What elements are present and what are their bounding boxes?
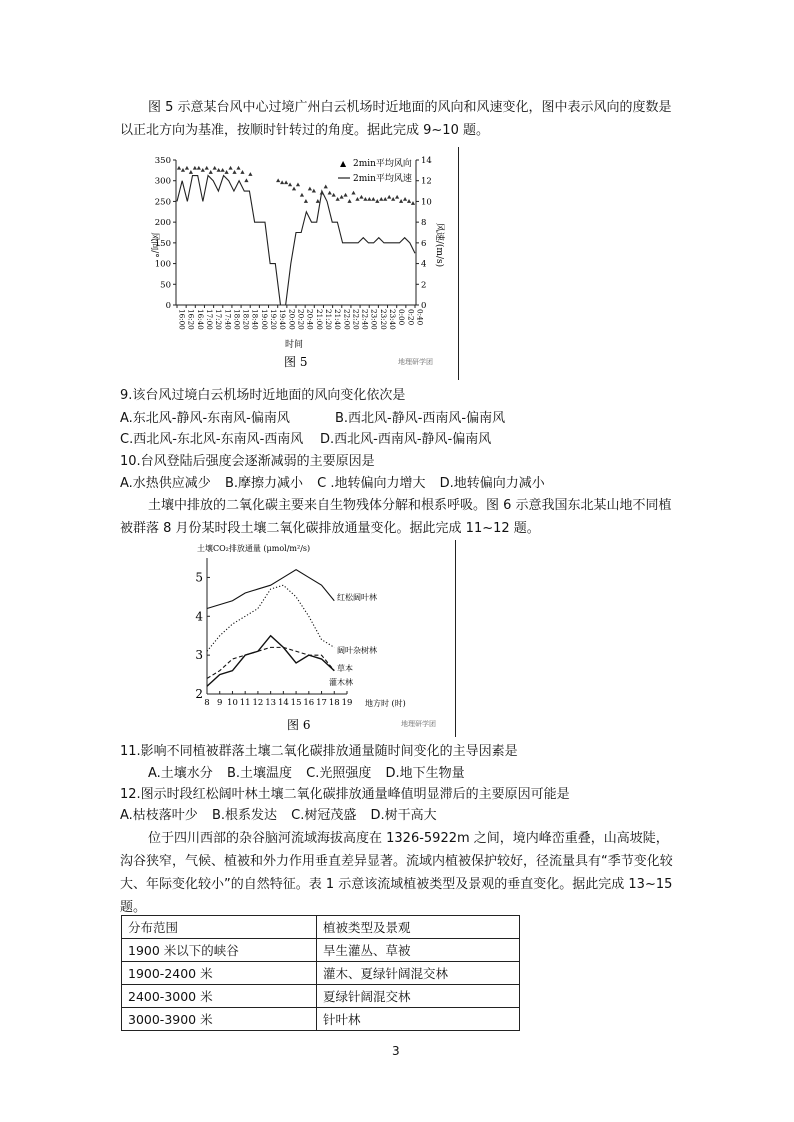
tick-label: 19:40: [278, 309, 288, 330]
data-point-wind-direction: [411, 201, 415, 205]
q12-option-c[interactable]: C.树冠茂盛: [291, 808, 357, 823]
tick-label: 350: [154, 156, 171, 166]
data-point-wind-direction: [224, 170, 228, 174]
tick-label: 23:00: [369, 309, 379, 330]
q11-option-d[interactable]: D.地下生物量: [385, 766, 465, 781]
data-point-wind-direction: [312, 189, 316, 193]
data-point-wind-direction: [324, 185, 328, 189]
tick-label: 0:00: [397, 309, 407, 326]
q10-option-a[interactable]: A.水热供应减少: [120, 476, 211, 491]
table-header-cell: 分布范围: [122, 916, 317, 939]
data-point-wind-direction: [351, 191, 355, 195]
question-9-options-row-1: [120, 409, 515, 429]
q9-option-c[interactable]: C.西北风-东北风-东南风-西南风: [120, 432, 304, 447]
intro-paragraph-3: 位于四川西部的杂谷脑河流域海拔高度在 1326-5922m 之间，境内峰峦重叠，山高坡陡，沟谷狭窄，气候、植被和外力作用垂直差异显著。流域内植被保护较好，径流量具有“季节变化较大、年际变化较小”的自然特征。表 1 示意该流域植被类型及景观的垂直变化。据此完成 13~15 题。: [120, 831, 673, 915]
q10-option-d[interactable]: D.地转偏向力减小: [439, 476, 545, 491]
data-point-wind-direction: [240, 170, 244, 174]
tick-label: 0:20: [406, 309, 416, 326]
tick-label: 19:00: [259, 309, 269, 330]
tick-label: 16:20: [186, 309, 196, 330]
q12-option-a[interactable]: A.枯枝落叶少: [120, 808, 198, 823]
data-point-wind-direction: [316, 199, 320, 203]
data-point-wind-direction: [193, 166, 197, 170]
tick-label: 150: [154, 238, 171, 249]
data-point-wind-direction: [276, 178, 280, 182]
tick-label: 18: [328, 698, 340, 708]
data-point-wind-direction: [383, 197, 387, 201]
data-point-wind-direction: [213, 166, 217, 170]
data-point-wind-direction: [407, 199, 411, 203]
question-10-stem: 10.台风登陆后强度会逐渐减弱的主要原因是: [120, 454, 375, 469]
tick-label: 23:40: [388, 309, 398, 330]
tick-label: 16: [303, 698, 315, 708]
tick-label: 17:40: [223, 309, 233, 330]
tick-label: 20:40: [305, 309, 315, 330]
question-9-options-row-2: [120, 430, 501, 450]
table-cell: 1900-2400 米: [122, 962, 317, 985]
figure-5-xlabel: 时间: [284, 340, 304, 350]
q9-option-d[interactable]: D.西北风-西南风-静风-偏南风: [320, 432, 492, 447]
data-point-wind-direction: [228, 166, 232, 170]
tick-label: 18:20: [241, 309, 251, 330]
data-point-wind-direction: [371, 197, 375, 201]
data-point-wind-direction: [217, 168, 221, 172]
tick-label: 19:20: [269, 309, 279, 330]
data-point-wind-direction: [232, 170, 236, 174]
tick-label: 50: [160, 280, 171, 291]
tick-label: 12: [252, 698, 264, 708]
tick-label: 18:00: [232, 309, 242, 330]
tick-label: 0: [165, 301, 171, 311]
data-point-wind-direction: [391, 197, 395, 201]
data-point-wind-direction: [387, 195, 391, 199]
data-point-wind-direction: [355, 197, 359, 201]
series-line-4: [207, 636, 334, 687]
table-cell: 3000-3900 米: [122, 1008, 317, 1031]
data-point-wind-direction: [340, 195, 344, 199]
table-row: [122, 939, 520, 962]
figure-6-label-kuoye: 阔叶杂树林: [337, 646, 377, 655]
figure-5-chart: [140, 150, 460, 380]
tick-label: 17:00: [204, 309, 214, 330]
table-row: [122, 1008, 520, 1031]
data-point-wind-direction: [221, 168, 225, 172]
q11-option-a[interactable]: A.土壤水分: [148, 766, 213, 781]
data-point-wind-direction: [189, 170, 193, 174]
table-header-row: [122, 916, 520, 939]
table-1: [121, 915, 520, 1031]
question-9-stem: 9.该台风过境白云机场时近地面的风向变化依次是: [120, 388, 406, 403]
figure-5-caption: 图 5: [284, 355, 308, 369]
series-line-3: [207, 647, 334, 678]
tick-label: 22:00: [342, 309, 352, 330]
tick-label: 19: [341, 698, 353, 708]
data-point-wind-direction: [205, 166, 209, 170]
data-point-wind-direction: [296, 182, 300, 186]
table-row: [122, 962, 520, 985]
question-12-stem: 12.图示时段红松阔叶林土壤二氧化碳排放通量峰值明显滞后的主要原因可能是: [120, 787, 570, 802]
figure-6-series: [207, 570, 334, 687]
data-point-wind-direction: [395, 195, 399, 199]
data-point-wind-direction: [379, 197, 383, 201]
tick-label: 17:20: [214, 309, 224, 330]
data-point-wind-direction: [197, 166, 201, 170]
figure-6-label-hongsong: 红松阔叶林: [337, 593, 377, 602]
question-10-options: [120, 474, 555, 494]
legend-entry-speed: 2min平均风速: [353, 174, 412, 184]
tick-label: 21:00: [314, 309, 324, 330]
data-point-wind-direction: [248, 172, 252, 176]
data-point-wind-direction: [304, 199, 308, 203]
tick-label: 9: [217, 698, 223, 708]
question-11-options: [148, 764, 475, 784]
tick-label: 200: [154, 218, 171, 229]
figure-6-watermark: 地理研学团: [401, 720, 436, 728]
series-line-wind-speed: [177, 176, 415, 305]
data-point-wind-direction: [347, 199, 351, 203]
tick-label: 18:40: [250, 309, 260, 330]
table-cell: 夏绿针阔混交林: [317, 985, 520, 1008]
figure-6-caption: 图 6: [287, 718, 311, 732]
q11-option-c[interactable]: C.光照强度: [306, 766, 372, 781]
tick-label: 3: [195, 648, 203, 663]
page-number: 3: [392, 1044, 400, 1058]
data-point-wind-direction: [359, 195, 363, 199]
figure-5-ylabel-right: 风速/(m/s): [434, 222, 444, 268]
tick-label: 16:00: [177, 309, 187, 330]
tick-label: 20:20: [296, 309, 306, 330]
data-point-wind-direction: [236, 166, 240, 170]
tick-label: 11: [239, 698, 251, 708]
data-point-wind-direction: [209, 170, 213, 174]
tick-label: 14: [421, 156, 432, 166]
legend-entry-direction: 2min平均风向: [353, 159, 412, 169]
q9-option-b[interactable]: B.西北风-静风-西南风-偏南风: [335, 411, 506, 426]
q10-option-b[interactable]: B.摩擦力减小: [224, 476, 304, 491]
data-point-wind-direction: [367, 197, 371, 201]
tick-label: 2: [421, 280, 427, 291]
tick-label: 22:20: [351, 309, 361, 330]
figure-5-legend: [338, 157, 412, 184]
tick-label: 0:40: [415, 309, 425, 326]
tick-label: 2: [195, 687, 203, 701]
tick-label: 12: [421, 176, 432, 187]
tick-label: 6: [421, 238, 427, 249]
tick-label: 17: [316, 698, 327, 708]
tick-label: 15: [290, 698, 302, 708]
tick-label: 8: [421, 218, 427, 229]
tick-label: 8: [204, 698, 210, 708]
tick-label: 16:40: [195, 309, 205, 330]
data-point-wind-direction: [328, 191, 332, 195]
table-cell: 2400-3000 米: [122, 985, 317, 1008]
data-point-wind-direction: [403, 197, 407, 201]
figure-6-ylabel: 土壤CO₂排放通量 (μmol/m²/s): [197, 544, 311, 553]
tick-label: 13: [265, 698, 277, 708]
data-point-wind-direction: [332, 193, 336, 197]
data-point-wind-direction: [177, 166, 181, 170]
data-point-wind-direction: [280, 180, 284, 184]
q12-option-d[interactable]: D.树干高大: [370, 808, 437, 823]
tick-label: 300: [154, 176, 171, 187]
question-11-stem: 11.影响不同植被群落土壤二氧化碳排放通量随时间变化的主导因素是: [120, 744, 518, 759]
tick-label: 100: [154, 259, 171, 270]
q10-option-c[interactable]: C .地转偏向力增大: [317, 476, 426, 491]
table-cell: 1900 米以下的峡谷: [122, 939, 317, 962]
q9-option-a[interactable]: A.东北风-静风-东南风-偏南风: [120, 411, 290, 426]
data-point-wind-direction: [288, 182, 292, 186]
tick-label: 21:40: [333, 309, 343, 330]
data-point-wind-direction: [201, 168, 205, 172]
data-point-wind-direction: [308, 187, 312, 191]
data-point-wind-direction: [292, 187, 296, 191]
figure-5-watermark: 地理研学团: [398, 358, 433, 366]
tick-label: 0: [421, 301, 427, 311]
figure-6-divider: [455, 540, 456, 737]
figure-6-label-caoben: 草本: [337, 664, 353, 673]
table-row: [122, 985, 520, 1008]
tick-label: 21:20: [323, 309, 333, 330]
table-cell: 旱生灌丛、草被: [317, 939, 520, 962]
table-cell: 针叶林: [317, 1008, 520, 1031]
figure-6-label-guanmu: 灌木林: [329, 678, 353, 687]
question-12-options: [120, 806, 447, 826]
tick-label: 10: [421, 197, 432, 208]
data-point-wind-direction: [399, 199, 403, 203]
intro-paragraph-1: 图 5 示意某台风中心过境广州白云机场时近地面的风向和风速变化，图中表示风向的度数是以正北方向为基准，按顺时针转过的角度。据此完成 9~10 题。: [120, 100, 672, 138]
q12-option-b[interactable]: B.根系发达: [211, 808, 278, 823]
figure-5-series: [177, 166, 415, 305]
table-cell: 灌木、夏绿针阔混交林: [317, 962, 520, 985]
tick-label: 22:40: [360, 309, 370, 330]
data-point-wind-direction: [284, 180, 288, 184]
tick-label: 20:00: [287, 309, 297, 330]
figure-6-xlabel: 地方时 (时): [365, 699, 406, 708]
data-point-wind-direction: [336, 197, 340, 201]
legend-triangle-icon: ▲: [340, 159, 347, 168]
data-point-wind-direction: [363, 197, 367, 201]
tick-label: 4: [421, 259, 427, 270]
tick-label: 250: [154, 197, 171, 208]
tick-label: 14: [277, 698, 289, 708]
tick-label: 4: [195, 609, 203, 624]
table-header-cell: 植被类型及景观: [317, 916, 520, 939]
tick-label: 5: [195, 570, 203, 585]
tick-label: 10: [227, 698, 238, 708]
figure-5-ylabel-left: 风向/°: [149, 232, 159, 258]
figure-6-chart: [185, 538, 455, 738]
data-point-wind-direction: [181, 168, 185, 172]
intro-paragraph-2: 土壤中排放的二氧化碳主要来自生物残体分解和根系呼吸。图 6 示意我国东北某山地不同植被群落 8 月份某时段土壤二氧化碳排放通量变化。据此完成 11~12 题。: [120, 498, 672, 536]
tick-label: 23:20: [378, 309, 388, 330]
data-point-wind-direction: [300, 193, 304, 197]
data-point-wind-direction: [343, 193, 347, 197]
series-line-2: [207, 585, 334, 651]
data-point-wind-direction: [185, 166, 189, 170]
data-point-wind-direction: [375, 199, 379, 203]
q11-option-b[interactable]: B.土壤温度: [226, 766, 293, 781]
data-point-wind-direction: [244, 178, 248, 182]
